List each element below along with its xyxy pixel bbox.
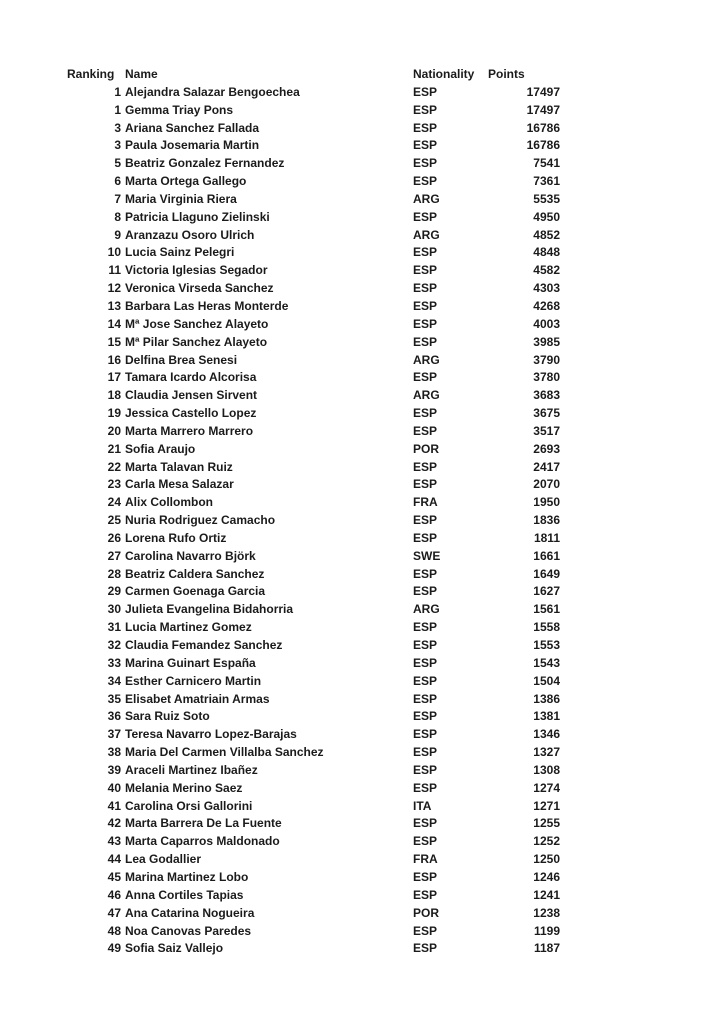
name-cell: Marta Marrero Marrero xyxy=(125,423,254,438)
points-cell: 1543 xyxy=(533,655,560,670)
nationality-cell: ESP xyxy=(413,316,438,331)
ranking-document xyxy=(67,66,567,958)
nationality-cell: ESP xyxy=(413,84,438,99)
table-row xyxy=(67,476,567,494)
table-row xyxy=(67,84,567,102)
ranking-cell: 16 xyxy=(107,352,121,367)
ranking-cell: 24 xyxy=(107,495,121,510)
name-cell: Aranzazu Osoro Ulrich xyxy=(125,227,255,242)
ranking-cell: 29 xyxy=(107,584,121,599)
ranking-cell: 9 xyxy=(114,227,121,242)
ranking-cell: 37 xyxy=(107,727,121,742)
name-cell: Mª Jose Sanchez Alayeto xyxy=(125,316,269,331)
points-cell: 5535 xyxy=(533,191,560,206)
name-cell: Teresa Navarro Lopez-Barajas xyxy=(125,727,297,742)
nationality-cell: ARG xyxy=(413,227,440,242)
points-cell: 1246 xyxy=(533,869,560,884)
points-cell: 1274 xyxy=(533,780,560,795)
points-cell: 7361 xyxy=(533,174,560,189)
ranking-cell: 20 xyxy=(107,423,121,438)
points-cell: 16786 xyxy=(526,138,560,153)
name-cell: Beatriz Gonzalez Fernandez xyxy=(125,156,285,171)
points-cell: 1255 xyxy=(533,816,560,831)
nationality-cell: FRA xyxy=(413,852,438,867)
table-row xyxy=(67,191,567,209)
points-cell: 4852 xyxy=(533,227,560,242)
points-cell: 3683 xyxy=(533,388,560,403)
name-cell: Marta Talavan Ruiz xyxy=(125,459,233,474)
ranking-cell: 25 xyxy=(107,513,121,528)
name-cell: Alejandra Salazar Bengoechea xyxy=(125,84,300,99)
nationality-cell: ESP xyxy=(413,513,438,528)
table-row xyxy=(67,459,567,477)
points-cell: 4268 xyxy=(533,298,560,313)
table-row xyxy=(67,583,567,601)
points-cell: 1187 xyxy=(533,941,560,956)
nationality-cell: ESP xyxy=(413,459,438,474)
name-cell: Sofia Saiz Vallejo xyxy=(125,941,224,956)
ranking-cell: 40 xyxy=(107,780,121,795)
ranking-cell: 32 xyxy=(107,638,121,652)
name-cell: Jessica Castello Lopez xyxy=(125,406,257,421)
table-row xyxy=(67,548,567,566)
ranking-cell: 17 xyxy=(107,370,121,385)
points-cell: 1811 xyxy=(533,530,560,545)
points-cell: 1553 xyxy=(533,638,560,652)
nationality-cell: ARG xyxy=(413,602,440,617)
table-row xyxy=(67,905,567,923)
table-row xyxy=(67,209,567,227)
nationality-cell: ESP xyxy=(413,923,438,938)
nationality-cell: ESP xyxy=(413,584,438,599)
nationality-cell: ESP xyxy=(413,566,438,581)
table-row xyxy=(67,923,567,941)
points-cell: 1381 xyxy=(533,709,560,724)
points-cell: 2417 xyxy=(533,459,560,474)
nationality-cell: ESP xyxy=(413,245,438,260)
nationality-cell: ESP xyxy=(413,298,438,313)
nationality-cell: ESP xyxy=(413,209,438,224)
ranking-cell: 15 xyxy=(107,334,121,349)
nationality-cell: ESP xyxy=(413,655,438,670)
name-cell: Sara Ruiz Soto xyxy=(125,709,210,724)
points-cell: 3790 xyxy=(533,352,560,367)
name-cell: Marta Ortega Gallego xyxy=(125,174,247,189)
points-cell: 3517 xyxy=(533,423,560,438)
nationality-cell: ESP xyxy=(413,174,438,189)
ranking-cell: 26 xyxy=(107,530,121,545)
name-cell: Marta Barrera De La Fuente xyxy=(125,816,282,831)
ranking-cell: 21 xyxy=(107,441,121,456)
table-row xyxy=(67,512,567,530)
table-row xyxy=(67,887,567,905)
nationality-cell: SWE xyxy=(413,548,441,563)
table-row xyxy=(67,244,567,262)
name-cell: Ana Catarina Nogueira xyxy=(125,905,255,920)
ranking-cell: 1 xyxy=(114,102,121,117)
ranking-cell: 45 xyxy=(107,869,121,884)
nationality-cell: ESP xyxy=(413,120,438,135)
name-cell: Marta Caparros Maldonado xyxy=(125,834,280,849)
table-row xyxy=(67,619,567,637)
ranking-cell: 18 xyxy=(107,388,121,403)
name-cell: Marina Guinart España xyxy=(125,655,256,670)
nationality-cell: ESP xyxy=(413,887,438,902)
table-row xyxy=(67,227,567,245)
nationality-cell: ESP xyxy=(413,691,438,706)
points-cell: 1558 xyxy=(533,620,560,635)
nationality-cell: ESP xyxy=(413,780,438,795)
points-cell: 1308 xyxy=(533,762,560,777)
ranking-cell: 49 xyxy=(107,941,121,956)
points-cell: 1327 xyxy=(533,745,560,760)
ranking-cell: 41 xyxy=(107,798,121,813)
nationality-cell: FRA xyxy=(413,495,438,510)
nationality-cell: ESP xyxy=(413,423,438,438)
table-row xyxy=(67,334,567,352)
table-row xyxy=(67,316,567,334)
name-cell: Barbara Las Heras Monterde xyxy=(125,298,289,313)
points-cell: 17497 xyxy=(526,102,560,117)
points-cell: 1250 xyxy=(533,852,560,867)
points-cell: 2693 xyxy=(533,441,560,456)
name-cell: Lea Godallier xyxy=(125,852,202,867)
table-row xyxy=(67,798,567,816)
name-cell: Carolina Orsi Gallorini xyxy=(125,798,253,813)
nationality-cell: ESP xyxy=(413,709,438,724)
name-cell: Carla Mesa Salazar xyxy=(125,477,234,492)
nationality-cell: ESP xyxy=(413,941,438,956)
ranking-cell: 43 xyxy=(107,834,121,849)
points-cell: 4950 xyxy=(533,209,560,224)
table-row xyxy=(67,869,567,887)
name-cell: Elisabet Amatriain Armas xyxy=(125,691,270,706)
nationality-cell: ESP xyxy=(413,816,438,831)
name-cell: Mª Pilar Sanchez Alayeto xyxy=(125,334,268,349)
nationality-cell: ESP xyxy=(413,638,438,652)
table-row xyxy=(67,726,567,744)
points-cell: 4582 xyxy=(533,263,560,278)
ranking-table-body xyxy=(67,84,567,958)
nationality-cell: ESP xyxy=(413,156,438,171)
ranking-cell: 34 xyxy=(107,673,121,688)
points-cell: 3985 xyxy=(533,334,560,349)
points-cell: 7541 xyxy=(533,156,560,171)
table-row xyxy=(67,405,567,423)
ranking-cell: 38 xyxy=(107,745,121,760)
column-header-nationality: Nationality xyxy=(413,67,475,81)
table-row xyxy=(67,708,567,726)
name-cell: Gemma Triay Pons xyxy=(125,102,234,117)
name-cell: Ariana Sanchez Fallada xyxy=(125,120,260,135)
ranking-cell: 23 xyxy=(107,477,121,492)
name-cell: Carmen Goenaga Garcia xyxy=(125,584,266,599)
name-cell: Araceli Martinez Ibañez xyxy=(125,762,258,777)
points-cell: 1950 xyxy=(533,495,560,510)
ranking-cell: 33 xyxy=(107,655,121,670)
nationality-cell: ESP xyxy=(413,281,438,296)
points-cell: 17497 xyxy=(526,84,560,99)
points-cell: 16786 xyxy=(526,120,560,135)
nationality-cell: ESP xyxy=(413,477,438,492)
nationality-cell: ESP xyxy=(413,673,438,688)
table-row xyxy=(67,851,567,869)
points-cell: 1504 xyxy=(533,673,560,688)
table-row xyxy=(67,423,567,441)
points-cell: 1836 xyxy=(533,513,560,528)
column-header-points: Points xyxy=(488,67,525,81)
nationality-cell: ESP xyxy=(413,370,438,385)
ranking-cell: 13 xyxy=(107,298,121,313)
ranking-cell: 3 xyxy=(114,138,121,153)
points-cell: 1199 xyxy=(533,923,560,938)
points-cell: 1649 xyxy=(533,566,560,581)
ranking-cell: 14 xyxy=(107,316,121,331)
ranking-cell: 7 xyxy=(114,191,121,206)
table-row xyxy=(67,369,567,387)
points-cell: 1386 xyxy=(533,691,560,706)
name-cell: Lorena Rufo Ortiz xyxy=(125,530,227,545)
name-cell: Veronica Virseda Sanchez xyxy=(125,281,274,296)
name-cell: Melania Merino Saez xyxy=(125,780,243,795)
table-row xyxy=(67,815,567,833)
name-cell: Maria Del Carmen Villalba Sanchez xyxy=(125,745,324,760)
nationality-cell: ARG xyxy=(413,191,440,206)
table-row xyxy=(67,655,567,673)
name-cell: Victoria Iglesias Segador xyxy=(125,263,268,278)
table-row xyxy=(67,441,567,459)
nationality-cell: ITA xyxy=(413,798,432,813)
points-cell: 1661 xyxy=(533,548,560,563)
table-row xyxy=(67,780,567,798)
nationality-cell: ARG xyxy=(413,352,440,367)
table-row xyxy=(67,120,567,138)
points-cell: 4303 xyxy=(533,281,560,296)
nationality-cell: ESP xyxy=(413,263,438,278)
nationality-cell: ESP xyxy=(413,406,438,421)
column-header-ranking: Ranking xyxy=(67,67,115,81)
name-cell: Sofia Araujo xyxy=(125,441,196,456)
points-cell: 3780 xyxy=(533,370,560,385)
table-row xyxy=(67,298,567,316)
name-cell: Noa Canovas Paredes xyxy=(125,923,252,938)
points-cell: 1627 xyxy=(533,584,560,599)
points-cell: 4848 xyxy=(533,245,560,260)
ranking-cell: 42 xyxy=(107,816,121,831)
table-row xyxy=(67,762,567,780)
ranking-cell: 6 xyxy=(114,174,121,189)
points-cell: 1346 xyxy=(533,727,560,742)
nationality-cell: ESP xyxy=(413,102,438,117)
ranking-cell: 1 xyxy=(114,84,121,99)
ranking-cell: 31 xyxy=(107,620,121,635)
name-cell: Claudia Femandez Sanchez xyxy=(125,638,283,652)
ranking-cell: 8 xyxy=(114,209,121,224)
ranking-cell: 5 xyxy=(114,156,121,171)
table-row xyxy=(67,102,567,120)
table-header-row xyxy=(67,66,567,84)
name-cell: Beatriz Caldera Sanchez xyxy=(125,566,265,581)
name-cell: Patricia Llaguno Zielinski xyxy=(125,209,270,224)
table-row xyxy=(67,155,567,173)
points-cell: 3675 xyxy=(533,406,560,421)
nationality-cell: ESP xyxy=(413,745,438,760)
nationality-cell: ESP xyxy=(413,138,438,153)
points-cell: 1561 xyxy=(533,602,560,617)
name-cell: Maria Virginia Riera xyxy=(125,191,237,206)
table-row xyxy=(67,280,567,298)
ranking-cell: 36 xyxy=(107,709,121,724)
nationality-cell: ESP xyxy=(413,530,438,545)
ranking-cell: 44 xyxy=(107,852,121,867)
nationality-cell: ESP xyxy=(413,869,438,884)
name-cell: Esther Carnicero Martin xyxy=(125,673,262,688)
name-cell: Lucia Sainz Pelegri xyxy=(125,245,235,260)
name-cell: Marina Martinez Lobo xyxy=(125,869,249,884)
ranking-cell: 28 xyxy=(107,566,121,581)
points-cell: 1252 xyxy=(533,834,560,849)
ranking-cell: 10 xyxy=(107,245,121,260)
table-row xyxy=(67,352,567,370)
ranking-cell: 48 xyxy=(107,923,121,938)
points-cell: 1238 xyxy=(533,905,560,920)
table-row xyxy=(67,566,567,584)
ranking-cell: 22 xyxy=(107,459,121,474)
points-cell: 2070 xyxy=(533,477,560,492)
ranking-cell: 39 xyxy=(107,762,121,777)
nationality-cell: ESP xyxy=(413,620,438,635)
ranking-cell: 12 xyxy=(107,281,121,296)
name-cell: Paula Josemaria Martin xyxy=(125,138,260,153)
name-cell: Anna Cortiles Tapias xyxy=(125,887,244,902)
points-cell: 1271 xyxy=(533,798,560,813)
table-row xyxy=(67,744,567,762)
table-row xyxy=(67,673,567,691)
nationality-cell: ESP xyxy=(413,334,438,349)
ranking-cell: 3 xyxy=(114,120,121,135)
table-row xyxy=(67,691,567,709)
table-row xyxy=(67,833,567,851)
table-row xyxy=(67,494,567,512)
ranking-cell: 30 xyxy=(107,602,121,617)
nationality-cell: ESP xyxy=(413,727,438,742)
ranking-cell: 19 xyxy=(107,406,121,421)
nationality-cell: ESP xyxy=(413,834,438,849)
nationality-cell: ARG xyxy=(413,388,440,403)
ranking-cell: 11 xyxy=(108,263,121,278)
ranking-cell: 47 xyxy=(107,905,121,920)
table-row xyxy=(67,601,567,619)
ranking-cell: 46 xyxy=(107,887,121,902)
nationality-cell: POR xyxy=(413,905,440,920)
name-cell: Alix Collombon xyxy=(125,495,213,510)
points-cell: 4003 xyxy=(533,316,560,331)
name-cell: Lucia Martinez Gomez xyxy=(125,620,252,635)
table-row xyxy=(67,173,567,191)
table-row xyxy=(67,262,567,280)
name-cell: Nuria Rodriguez Camacho xyxy=(125,513,276,528)
column-header-name: Name xyxy=(125,67,158,81)
nationality-cell: POR xyxy=(413,441,440,456)
nationality-cell: ESP xyxy=(413,762,438,777)
table-row xyxy=(67,137,567,155)
ranking-cell: 27 xyxy=(107,548,121,563)
name-cell: Carolina Navarro Björk xyxy=(125,548,256,563)
table-row xyxy=(67,637,567,655)
table-row xyxy=(67,530,567,548)
name-cell: Julieta Evangelina Bidahorria xyxy=(125,602,294,617)
name-cell: Claudia Jensen Sirvent xyxy=(125,388,258,403)
name-cell: Tamara Icardo Alcorisa xyxy=(125,370,257,385)
points-cell: 1241 xyxy=(533,887,560,902)
name-cell: Delfina Brea Senesi xyxy=(125,352,238,367)
table-row xyxy=(67,387,567,405)
ranking-cell: 35 xyxy=(107,691,121,706)
table-row xyxy=(67,940,567,958)
